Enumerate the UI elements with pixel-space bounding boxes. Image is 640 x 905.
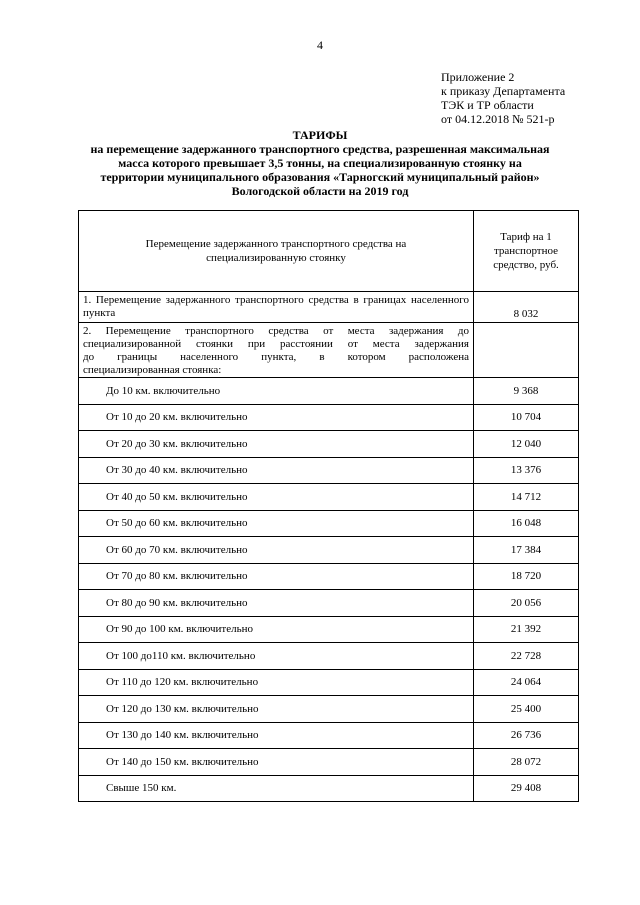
table-row [79, 404, 579, 431]
table-row [79, 696, 579, 723]
row-description: 1. Перемещение задержанного транспортного средства в границах населенного пункта [79, 292, 474, 323]
range-label: От 20 до 30 км. включительно [79, 431, 474, 458]
range-label: От 60 до 70 км. включительно [79, 537, 474, 564]
table-row [79, 616, 579, 643]
table-row [79, 292, 579, 323]
table-row [79, 669, 579, 696]
range-tariff-value: 13 376 [474, 457, 579, 484]
range-tariff-value: 10 704 [474, 404, 579, 431]
appendix-line: Приложение 2 [441, 70, 515, 84]
range-tariff-value: 18 720 [474, 563, 579, 590]
title-line: масса которого превышает 3,5 тонны, на специализированную стоянку на [118, 156, 522, 170]
header-text: транспортное [493, 245, 559, 257]
row-description [79, 323, 474, 378]
table-row [79, 457, 579, 484]
table-row [79, 484, 579, 511]
range-label: От 90 до 100 км. включительно [79, 616, 474, 643]
range-tariff-value: 17 384 [474, 537, 579, 564]
title-line: на перемещение задержанного транспортного средства, разрешенная максимальная [90, 142, 550, 156]
range-tariff-value: 22 728 [474, 643, 579, 670]
range-tariff-value: 14 712 [474, 484, 579, 511]
range-label: От 100 до110 км. включительно [79, 643, 474, 670]
header-text: Тариф на 1 [500, 231, 552, 243]
table-row [79, 510, 579, 537]
range-tariff-value: 21 392 [474, 616, 579, 643]
title-line: Вологодской области на 2019 год [231, 184, 409, 198]
range-tariff-value: 20 056 [474, 590, 579, 617]
range-tariff-value: 26 736 [474, 722, 579, 749]
range-label: Свыше 150 км. [79, 775, 474, 802]
table-row [79, 775, 579, 802]
range-tariff-value: 9 368 [474, 378, 579, 405]
range-label: От 110 до 120 км. включительно [79, 669, 474, 696]
range-label: От 40 до 50 км. включительно [79, 484, 474, 511]
appendix-line: к приказу Департамента [441, 84, 566, 98]
row-description-line: до границы населенного пункта, в котором расположена [83, 351, 469, 363]
appendix-line: от 04.12.2018 № 521-р [441, 112, 555, 126]
range-label: От 130 до 140 км. включительно [79, 722, 474, 749]
range-tariff-value: 16 048 [474, 510, 579, 537]
header-text: специализированную стоянку [206, 252, 346, 264]
table-row [79, 590, 579, 617]
table-row [79, 643, 579, 670]
range-label: От 80 до 90 км. включительно [79, 590, 474, 617]
table-row [79, 431, 579, 458]
header-description-cell [79, 211, 474, 292]
range-label: От 10 до 20 км. включительно [79, 404, 474, 431]
header-text: средство, руб. [493, 259, 559, 271]
title-heading: ТАРИФЫ [292, 128, 348, 142]
header-text: Перемещение задержанного транспортного средства на [145, 238, 407, 250]
row-tariff-value: 8 032 [474, 292, 579, 323]
table-row [79, 563, 579, 590]
range-tariff-value: 29 408 [474, 775, 579, 802]
table-row [79, 378, 579, 405]
appendix-line: ТЭК и ТР области [441, 98, 534, 112]
table-row [79, 749, 579, 776]
table-row [79, 323, 579, 378]
range-tariff-value: 25 400 [474, 696, 579, 723]
page-number: 4 [317, 38, 323, 52]
table-row [79, 722, 579, 749]
header-tariff-cell [474, 211, 579, 292]
row-description-line: 2. Перемещение транспортного средства от места задержания до [83, 325, 469, 337]
row-description-line: специализированная стоянка: [83, 364, 222, 376]
range-label: От 120 до 130 км. включительно [79, 696, 474, 723]
title-line: территории муниципального образования «Тарногский муниципальный район» [100, 170, 540, 184]
range-label: От 70 до 80 км. включительно [79, 563, 474, 590]
row-tariff-value [474, 323, 579, 378]
range-label: От 30 до 40 км. включительно [79, 457, 474, 484]
range-tariff-value: 24 064 [474, 669, 579, 696]
range-tariff-value: 12 040 [474, 431, 579, 458]
range-label: От 140 до 150 км. включительно [79, 749, 474, 776]
document-title [60, 128, 580, 198]
tariff-table [78, 210, 579, 802]
table-header-row [79, 211, 579, 292]
range-label: От 50 до 60 км. включительно [79, 510, 474, 537]
appendix-note [441, 70, 565, 126]
row-description-line: специализированной стоянки при расстоянии от места задержания [83, 338, 469, 350]
table-row [79, 537, 579, 564]
range-label: До 10 км. включительно [79, 378, 474, 405]
range-tariff-value: 28 072 [474, 749, 579, 776]
